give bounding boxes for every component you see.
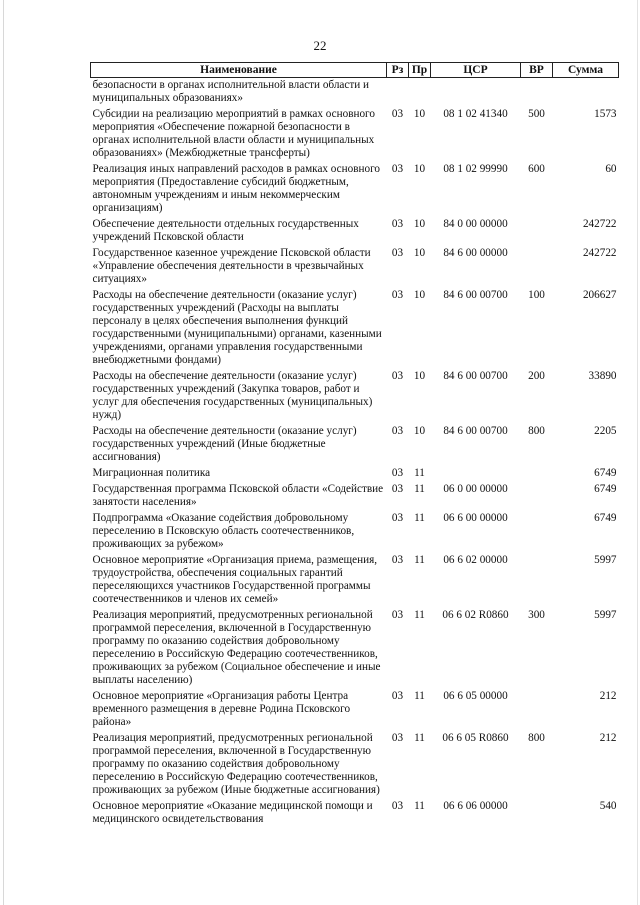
cell-csr: 08 1 02 41340	[443, 108, 508, 120]
cell-csr: 06 6 02 00000	[443, 554, 508, 566]
table-row	[91, 799, 619, 828]
cell-vr: 200	[528, 370, 545, 382]
cell-rz: 03	[391, 467, 404, 479]
cell-rz: 03	[391, 108, 404, 120]
cell-rz: 03	[391, 483, 404, 495]
cell-csr: 84 6 00 00000	[443, 247, 508, 259]
table-row	[91, 217, 619, 246]
cell-vr: 800	[528, 732, 545, 744]
table-row	[91, 731, 619, 799]
cell-rz: 03	[391, 690, 404, 702]
cell-sum: 6749	[594, 483, 617, 495]
cell-sum: 5997	[594, 554, 617, 566]
cell-pr: 11	[414, 467, 425, 479]
scan-edge-right	[637, 0, 638, 905]
cell-pr: 10	[413, 370, 426, 382]
table-row	[91, 246, 619, 288]
cell-pr: 10	[413, 218, 426, 230]
cell-pr: 10	[413, 425, 426, 437]
cell-pr: 10	[413, 108, 426, 120]
table-row	[91, 369, 619, 424]
cell-pr: 11	[414, 512, 425, 524]
cell-name: Расходы на обеспечение деятельности (оказание услуг) государственных учреждений (Расходы на выплаты персоналу в целях обеспечения выполнения функций государственными (муниципальными) органами, казенными учреждениями, органами управления государственными внебюджетными фондами)	[92, 289, 382, 366]
cell-vr	[521, 482, 553, 511]
cell-name: Подпрограмма «Оказание содействия добровольному переселению в Псковскую область соотечественников, проживающих за рубежом»	[92, 512, 355, 550]
cell-vr	[521, 217, 553, 246]
cell-sum: 60	[605, 163, 617, 175]
cell-csr: 84 0 00 00000	[443, 218, 508, 230]
cell-sum: 212	[599, 732, 617, 744]
cell-vr	[521, 78, 553, 108]
budget-table	[90, 62, 619, 828]
cell-vr: 800	[528, 425, 545, 437]
cell-sum: 206627	[582, 289, 617, 301]
table-row	[91, 553, 619, 608]
table-row	[91, 162, 619, 217]
cell-csr: 06 6 05 R0860	[442, 732, 509, 744]
cell-pr: 11	[414, 483, 425, 495]
cell-name: Реализация мероприятий, предусмотренных региональной программой переселения, включенной в Государственную программу по оказанию содействия добровольному переселению в Российскую Федерацию соотечественников, проживающих за рубежом (Иные бюджетные ассигнования)	[92, 732, 380, 796]
header-rz: Рз	[387, 63, 409, 78]
cell-csr: 06 6 06 00000	[443, 800, 508, 812]
scan-edge-left	[3, 0, 4, 905]
table-row	[91, 511, 619, 553]
cell-rz: 03	[391, 512, 404, 524]
cell-name: Миграционная политика	[92, 467, 211, 479]
cell-rz: 03	[391, 370, 404, 382]
table-row	[91, 424, 619, 466]
table-row	[91, 288, 619, 369]
cell-pr	[409, 78, 431, 108]
cell-vr	[521, 799, 553, 828]
cell-sum: 540	[599, 800, 617, 812]
cell-sum: 6749	[594, 467, 617, 479]
table-row	[91, 466, 619, 482]
header-sum: Сумма	[553, 63, 619, 78]
cell-sum: 6749	[594, 512, 617, 524]
cell-pr: 11	[414, 609, 425, 621]
cell-sum: 242722	[582, 247, 617, 259]
header-vr: ВР	[521, 63, 553, 78]
cell-csr	[431, 78, 521, 108]
cell-name: Расходы на обеспечение деятельности (оказание услуг) государственных учреждений (Иные бюджетные ассигнования)	[92, 425, 357, 463]
cell-vr	[521, 466, 553, 482]
cell-rz: 03	[391, 163, 404, 175]
cell-vr: 600	[528, 163, 545, 175]
cell-pr: 11	[414, 732, 425, 744]
cell-rz: 03	[391, 800, 404, 812]
cell-name: Расходы на обеспечение деятельности (оказание услуг) государственных учреждений (Закупка товаров, работ и услуг для обеспечения государственных (муниципальных) нужд)	[92, 370, 373, 421]
cell-sum	[553, 78, 619, 108]
cell-pr: 10	[413, 289, 426, 301]
cell-sum: 5997	[594, 609, 617, 621]
cell-sum: 242722	[582, 218, 617, 230]
cell-sum: 2205	[594, 425, 617, 437]
table-row	[91, 107, 619, 162]
cell-csr: 06 6 00 00000	[443, 512, 508, 524]
cell-name: Государственная программа Псковской области «Содействие занятости населения»	[92, 483, 384, 508]
header-name: Наименование	[91, 63, 387, 78]
cell-rz: 03	[391, 289, 404, 301]
cell-name: Реализация иных направлений расходов в рамках основного мероприятия (Предоставление субсидий бюджетным, автономным учреждениям и иным некоммерческим организациям)	[92, 163, 380, 214]
cell-name: безопасности в органах исполнительной власти области и муниципальных образованиях»	[92, 79, 370, 104]
cell-pr: 10	[413, 247, 426, 259]
cell-csr	[431, 466, 521, 482]
cell-name: Основное мероприятие «Оказание медицинской помощи и медицинского освидетельствования	[92, 800, 373, 825]
cell-rz: 03	[391, 732, 404, 744]
cell-csr: 84 6 00 00700	[443, 370, 508, 382]
cell-name: Государственное казенное учреждение Псковской области «Управление обеспечения деятельности в чрезвычайных ситуациях»	[92, 247, 371, 285]
cell-rz: 03	[391, 609, 404, 621]
cell-rz: 03	[391, 247, 404, 259]
table-row	[91, 482, 619, 511]
cell-vr	[521, 511, 553, 553]
cell-rz: 03	[391, 554, 404, 566]
page-number: 22	[313, 38, 327, 53]
cell-csr: 08 1 02 99990	[443, 163, 508, 175]
cell-vr: 100	[528, 289, 545, 301]
cell-sum: 33890	[588, 370, 617, 382]
cell-name: Субсидии на реализацию мероприятий в рамках основного мероприятия «Обеспечение пожарной безопасности в органах исполнительной власти области и муниципальных образованиях» (Межбюджетные трансферты)	[92, 108, 375, 159]
cell-vr: 300	[528, 609, 545, 621]
cell-csr: 84 6 00 00700	[443, 289, 508, 301]
header-csr: ЦСР	[431, 63, 521, 78]
cell-vr	[521, 689, 553, 731]
cell-rz: 03	[391, 425, 404, 437]
table-row	[91, 78, 619, 108]
table-row	[91, 608, 619, 689]
cell-vr	[521, 553, 553, 608]
cell-csr: 06 0 00 00000	[443, 483, 508, 495]
cell-pr: 11	[414, 800, 425, 812]
cell-sum: 212	[599, 690, 617, 702]
cell-name: Основное мероприятие «Организация работы Центра временного размещения в деревне Родина Псковского района»	[92, 690, 351, 728]
cell-name: Основное мероприятие «Организация приема, размещения, трудоустройства, обеспечения социальных гарантий переселяющихся участников Государственной программы соотечественников и членов их семей»	[92, 554, 378, 605]
cell-sum: 1573	[594, 108, 617, 120]
cell-csr: 06 6 02 R0860	[442, 609, 509, 621]
cell-name: Обеспечение деятельности отдельных государственных учреждений Псковской области	[92, 218, 359, 243]
cell-vr	[521, 246, 553, 288]
cell-rz: 03	[391, 218, 404, 230]
cell-name: Реализация мероприятий, предусмотренных региональной программой переселения, включенной в Государственную программу по оказанию содействия добровольному переселению в Российскую Федерацию соотечественников, проживающих за рубежом (Социальное обеспечение и иные выплаты населению)	[92, 609, 381, 686]
cell-pr: 10	[413, 163, 426, 175]
cell-csr: 84 6 00 00700	[443, 425, 508, 437]
cell-vr: 500	[528, 108, 545, 120]
cell-rz	[387, 78, 409, 108]
table-row	[91, 689, 619, 731]
cell-pr: 11	[414, 690, 425, 702]
cell-csr: 06 6 05 00000	[443, 690, 508, 702]
cell-pr: 11	[414, 554, 425, 566]
table-header-row	[91, 63, 619, 78]
header-pr: Пр	[409, 63, 431, 78]
